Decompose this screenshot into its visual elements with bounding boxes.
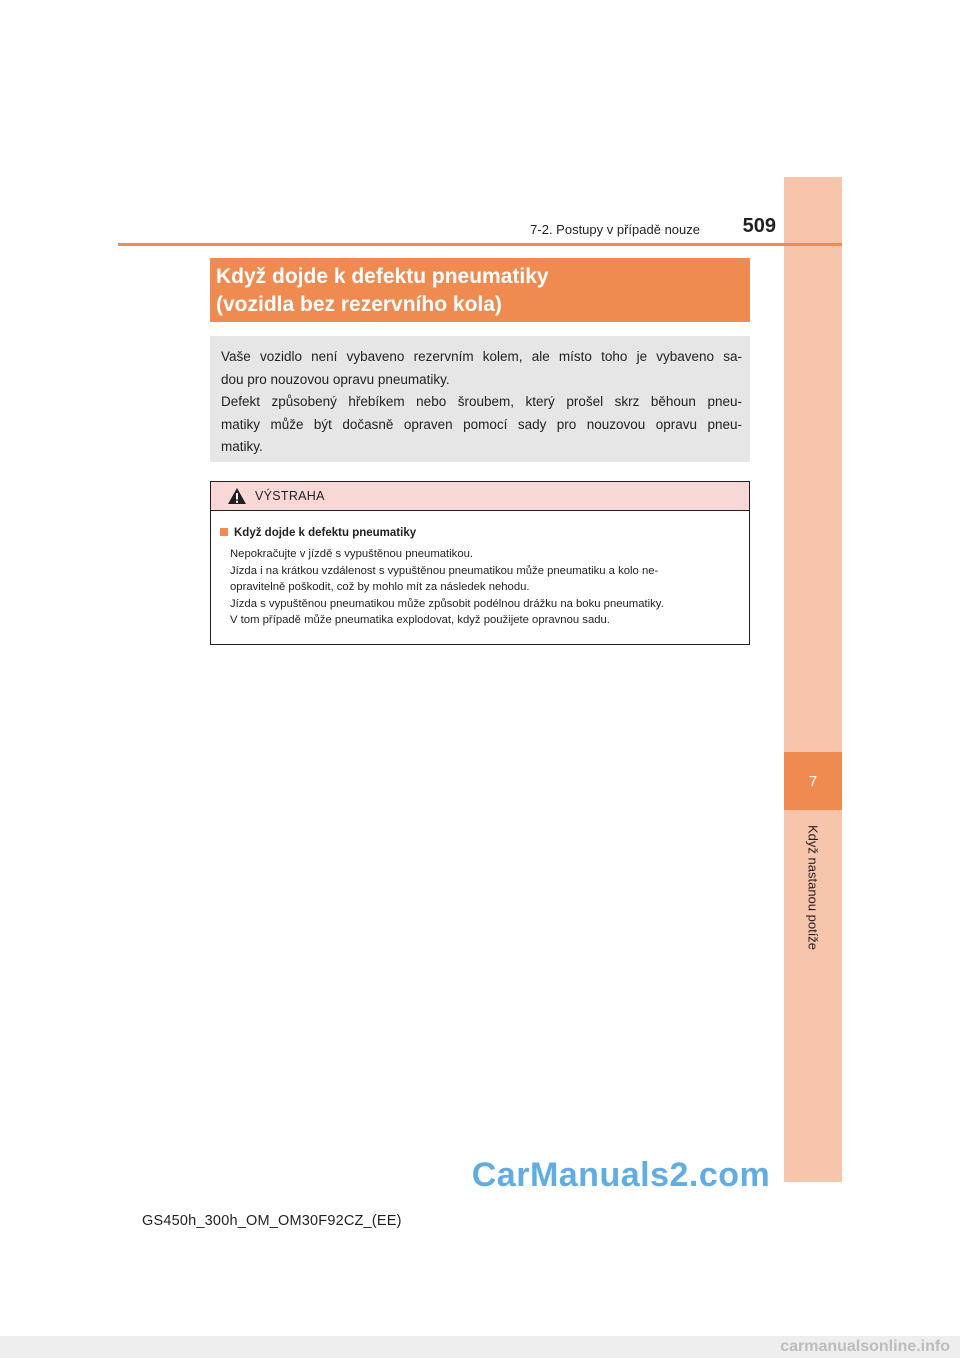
chapter-title-vertical — [784, 818, 842, 958]
warning-heading-text: Když dojde k defektu pneumatiky — [234, 527, 417, 539]
intro-line: matiky. — [221, 439, 263, 454]
intro-line: matiky může být dočasně opraven pomocí sady pro nouzovou opravu pneu- — [221, 416, 742, 432]
section-title-bar — [210, 258, 750, 322]
warning-line: Jízda i na krátkou vzdálenost s vypuštěnou pneumatikou může pneumatiku a kolo ne- — [230, 564, 659, 577]
title-line: (vozidla bez rezervního kola) — [216, 293, 502, 316]
intro-line: dou pro nouzovou opravu pneumatiky. — [221, 371, 450, 387]
chapter-side-tab — [784, 177, 842, 1182]
title-line: Když dojde k defektu pneumatiky — [216, 265, 549, 288]
square-bullet-icon — [220, 528, 228, 536]
intro-box — [210, 336, 750, 462]
chapter-number: 7 — [784, 752, 842, 810]
intro-line: Defekt způsobený hřebíkem nebo šroubem, který prošel skrz běhoun pneu- — [221, 394, 742, 409]
watermark-site: carmanualsonline.info — [780, 1338, 950, 1355]
page-number: 509 — [742, 215, 776, 237]
warning-line: V tom případě může pneumatika explodovat, když použijete opravnou sadu. — [230, 614, 610, 626]
warning-box — [210, 481, 750, 645]
section-label: 7-2. Postupy v případě nouze — [530, 222, 700, 237]
warning-triangle-icon — [227, 487, 247, 505]
watermark-bar — [0, 1336, 960, 1358]
watermark-brand: CarManuals2.com — [471, 1155, 771, 1194]
warning-text — [220, 546, 741, 629]
warning-heading — [220, 525, 741, 541]
warning-line: Jízda s vypuštěnou pneumatikou může způsobit podélnou drážku na boku pneumatiky. — [230, 597, 664, 610]
footer-document-code: GS450h_300h_OM_OM30F92CZ_(EE) — [142, 1213, 402, 1229]
chapter-title: Když nastanou potíže — [805, 825, 821, 951]
header-divider — [118, 243, 842, 246]
warning-body — [211, 511, 749, 629]
warning-header — [211, 482, 749, 511]
warning-line: opravitelně poškodit, což by mohlo mít za následek nehodu. — [230, 581, 530, 593]
intro-line: Vaše vozidlo není vybaveno rezervním kolem, ale místo toho je vybaveno sa- — [221, 349, 742, 364]
warning-line: Nepokračujte v jízdě s vypuštěnou pneumatikou. — [230, 548, 474, 560]
warning-title: VÝSTRAHA — [255, 489, 325, 503]
